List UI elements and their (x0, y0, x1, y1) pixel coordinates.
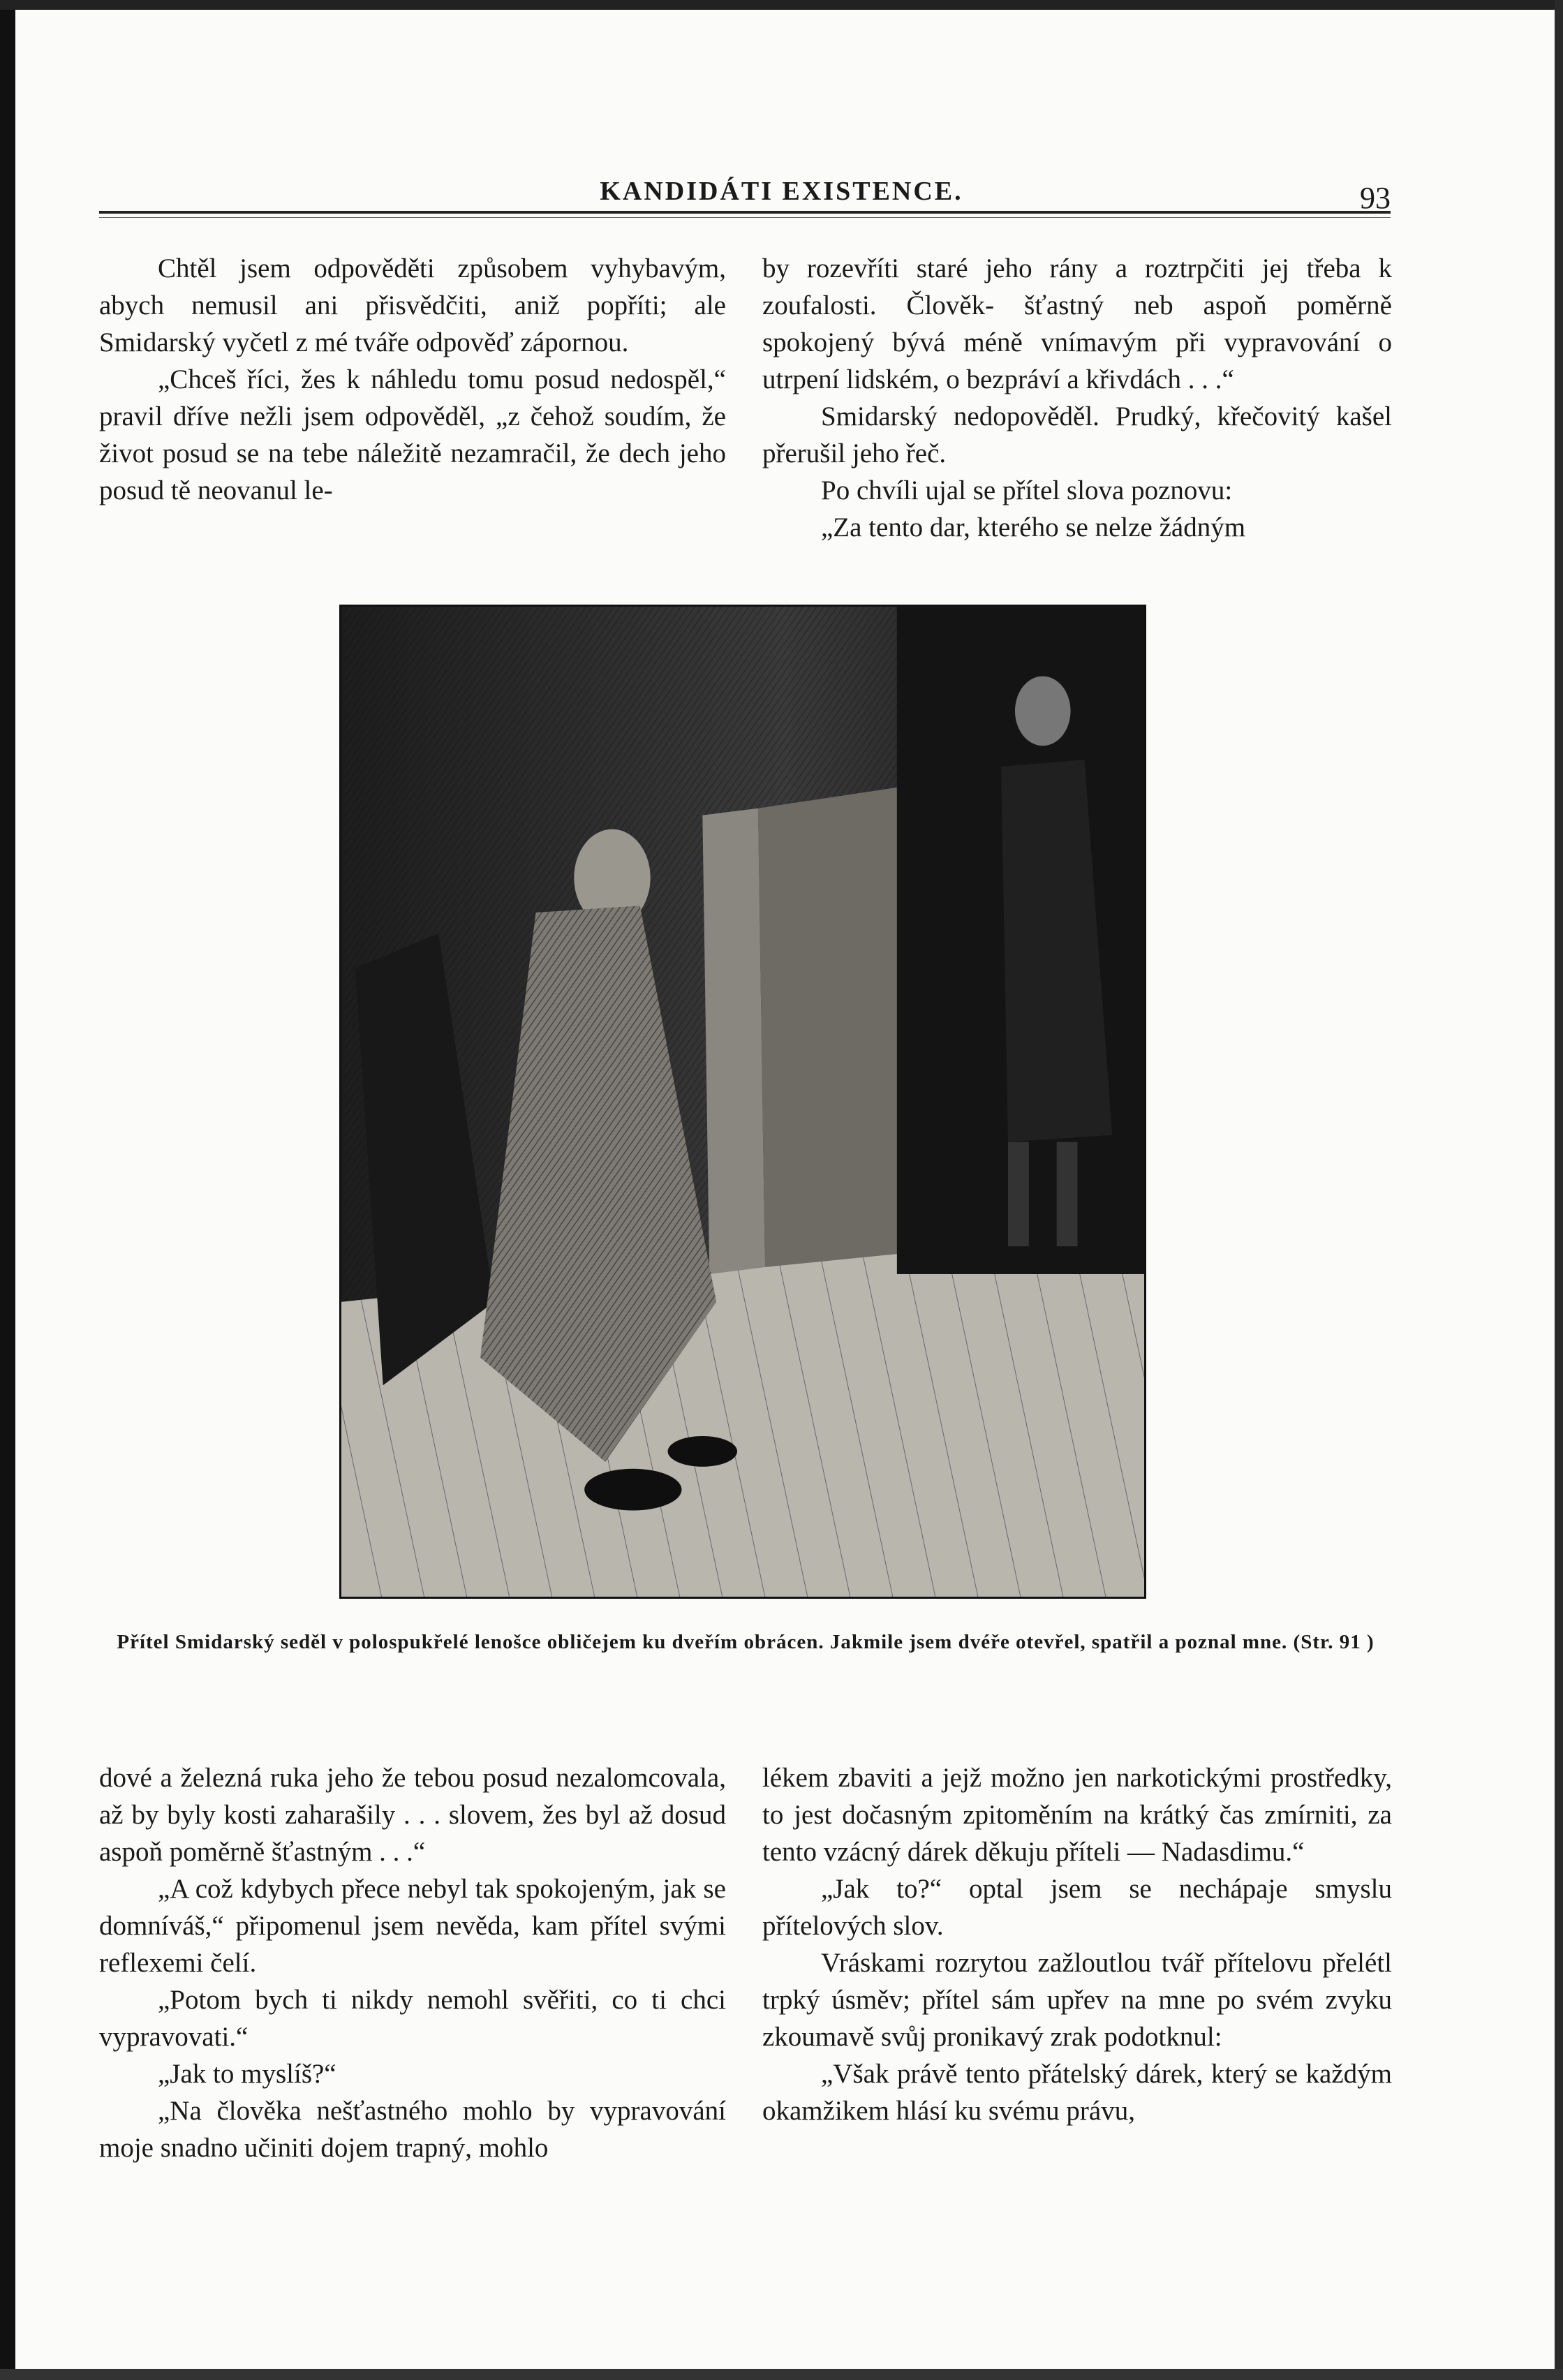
paragraph: Po chvíli ujal se přítel slova poznovu: (821, 475, 1233, 505)
scan-edge-right (1555, 0, 1563, 2380)
paragraph: „Jak to?“ optal jsem se nechápaje smyslu přítelových slov. (762, 1874, 1392, 1941)
paragraph: „A což kdybych přece nebyl tak spokojeným, jak se domníváš,“ připomenul jsem nevěda, kam přítel svými reflexemi čelí. (99, 1874, 726, 1978)
paragraph: „Však právě tento přátelský dárek, který se každým okamžikem hlásí ku svému právu, (762, 2059, 1392, 2126)
paragraph: Vráskami rozrytou zažloutlou tvář přítelovu přelétl trpký úsměv; přítel sám upřev na mne po svém zvyku zkoumavě svůj pronikavý zrak podotknul: (762, 1948, 1392, 2052)
scan-edge-top (0, 0, 1563, 10)
paragraph: lékem zbaviti a jejž možno jen narkotickými prostředky, to jest dočasným zpitoměním na krátký čas zmírniti, za tento vzácný dárek děkuju příteli — Nadasdimu.“ (762, 1763, 1392, 1867)
paragraph: „Na člověka nešťastného mohlo by vypravování moje snadno učiniti dojem trapný, mohlo (99, 2096, 726, 2163)
page-number: 93 (1360, 181, 1391, 215)
paragraph: dové a železná ruka jeho že tebou posud nezalomcovala, až by byly kosti zaharašily . . . slovem, žes byl až dosud aspoň poměrně šťastným . . .“ (99, 1763, 726, 1867)
scan-edge-left (0, 0, 15, 2380)
engraving-icon (341, 607, 1144, 1597)
paragraph: „Chceš říci, žes k náhledu tomu posud nedospěl,“ pravil dříve nežli jsem odpověděl, „z čehož soudím, že život posud se na tebe náležitě nezamračil, že dech jeho posud tě neovanul le- (99, 364, 726, 505)
header-rule (99, 211, 1391, 214)
paragraph: „Potom bych ti nikdy nemohl svěřiti, co ti chci vypravovati.“ (99, 1985, 726, 2052)
header-rule-thin (99, 217, 1391, 218)
column-top-right (762, 250, 1392, 546)
column-top-left (99, 250, 726, 509)
paragraph: „Za tento dar, kterého se nelze žádným (821, 512, 1246, 542)
paragraph: Smidarský nedopověděl. Prudký, křečovitý kašel přerušil jeho řeč. (762, 401, 1392, 468)
paragraph: by rozevříti staré jeho rány a roztrpčiti jej třeba k zoufalosti. Člověk- šťastný neb aspoň poměrně spokojený bývá méně vnímavým při vypravování o utrpení lidském, o bezpráví a křivdách . . .“ (762, 253, 1392, 394)
paragraph: Chtěl jsem odpověděti způsobem vyhybavým, abych nemusil ani přisvědčiti, aniž popříti; ale Smidarský vyčetl z mé tváře odpověď zápornou. (99, 253, 726, 357)
scan-edge-bottom (0, 2369, 1563, 2380)
paragraph: „Jak to myslíš?“ (158, 2059, 336, 2089)
running-title: KANDIDÁTI EXISTENCE. (600, 177, 963, 206)
illustration-caption: Přítel Smidarský seděl v polospukřelé lenošce obličejem ku dveřím obrácen. Jakmile jsem dvéře otevřel, spatřil a poznal mne. (Str. 91 ) (117, 1631, 1375, 1653)
engraving-illustration (339, 605, 1146, 1599)
column-bottom-right (762, 1759, 1392, 2129)
column-bottom-left (99, 1759, 726, 2166)
